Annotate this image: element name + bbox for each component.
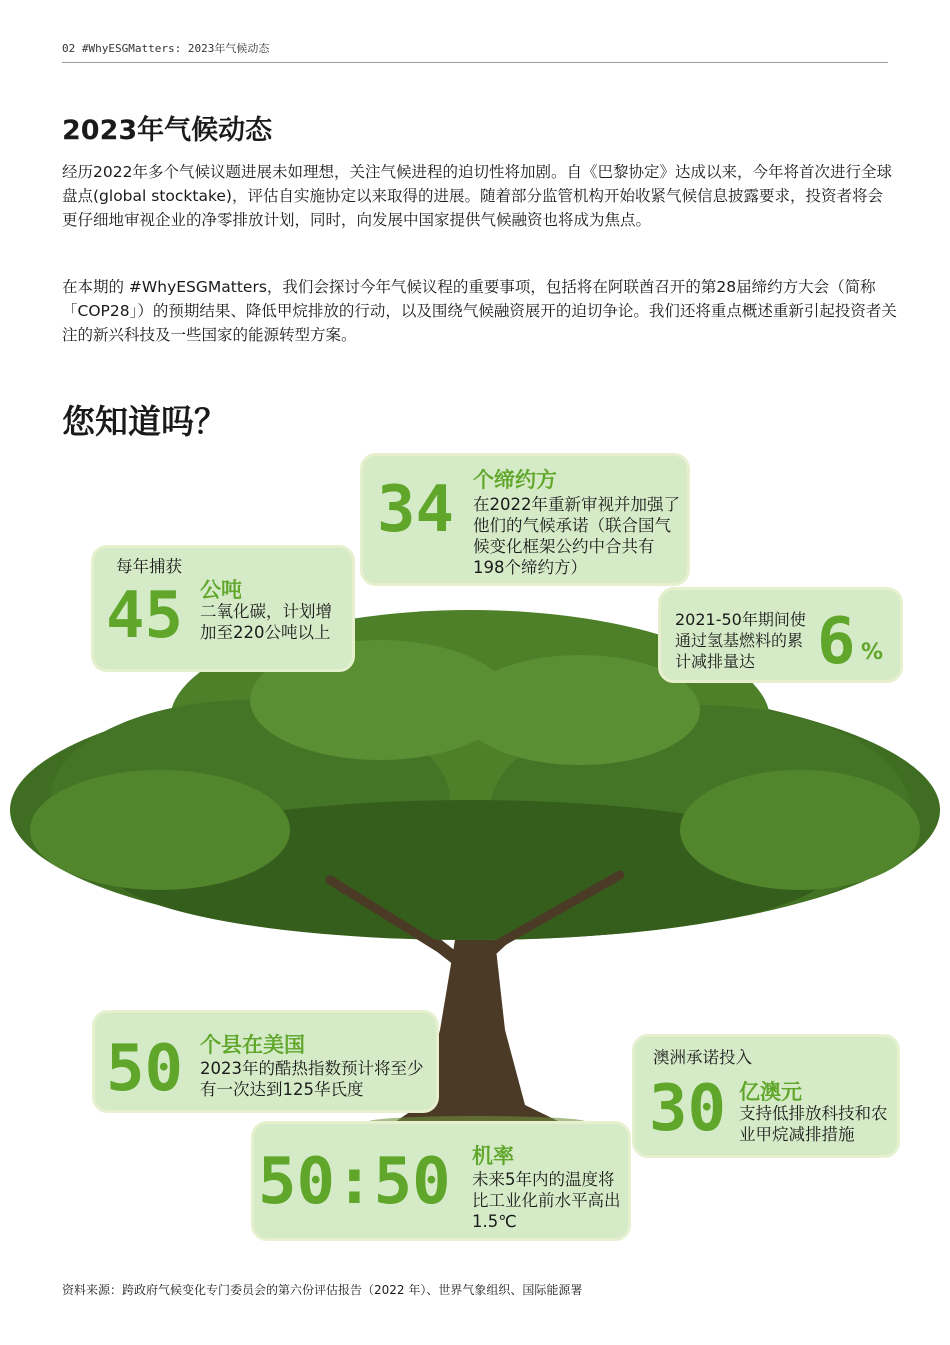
hydrogen-number: 6 (817, 605, 856, 679)
agenda-paragraph: 在本期的 #WhyESGMatters，我们会探讨今年气候议程的重要事项，包括将在阿联酋召开的第28届缔约方大会（简称「COP28」）的预期结果、降低甲烷排放的行动，以及围绕气候融资展开的迫切争论。我们还将重点概述重新引起投资者关注的新兴科技及一些国家的能源转型方案。 (62, 278, 897, 344)
parties-text: 在2022年重新审视并加强了他们的气候承诺（联合国气候变化框架公约中合共有198个缔约方） (473, 495, 680, 577)
fact-card-australia (632, 1034, 900, 1158)
source-note: 资料来源：跨政府气候变化专门委员会的第六份评估报告（2022 年）、世界气象组织、国际能源署 (62, 1283, 583, 1297)
capture-unit: 公吨 (200, 578, 242, 602)
capture-text: 二氧化碳，计划增加至220公吨以上 (200, 602, 332, 642)
fact-card-hydrogen (658, 587, 903, 683)
hydrogen-text: 2021-50年期间使通过氢基燃料的累计减排量达 (675, 610, 806, 671)
probability-number: 50:50 (258, 1145, 451, 1219)
counties-text: 2023年的酷热指数预计将至少有一次达到125华氏度 (200, 1059, 424, 1099)
hydrogen-unit: % (861, 640, 884, 665)
parties-number: 34 (377, 473, 455, 547)
australia-unit: 亿澳元 (739, 1080, 802, 1104)
page-title: 2023年气候动态 (62, 115, 273, 146)
fact-card-probability (251, 1121, 631, 1241)
did-you-know-heading: 您知道吗？ (62, 402, 227, 441)
fact-card-capture (91, 545, 355, 672)
page-header: 02 #WhyESGMatters: 2023年气候动态 (62, 42, 270, 55)
parties-unit: 个缔约方 (473, 468, 557, 492)
australia-number: 30 (649, 1072, 727, 1146)
fact-card-parties (360, 453, 690, 586)
australia-label: 澳洲承诺投入 (653, 1048, 752, 1067)
australia-text: 支持低排放科技和农业甲烷减排措施 (739, 1104, 888, 1144)
counties-number: 50 (106, 1032, 184, 1106)
counties-unit: 个县在美国 (200, 1033, 305, 1057)
probability-unit: 机率 (472, 1144, 514, 1168)
fact-card-counties (92, 1010, 439, 1113)
capture-number: 45 (106, 579, 184, 653)
probability-text: 未来5年内的温度将比工业化前水平高出1.5℃ (472, 1170, 621, 1231)
intro-paragraph: 经历2022年多个气候议题进展未如理想，关注气候进程的迫切性将加剧。自《巴黎协定》达成以来，今年将首次进行全球盘点(global stocktake)，评估自实施协定以来取得的进展。随着部分监管机构开始收紧气候信息披露要求，投资者将会更仔细地审视企业的净零排放计划，同时，向发展中国家提供气候融资也将成为焦点。 (62, 163, 892, 229)
capture-label: 每年捕获 (116, 557, 182, 576)
header-divider (62, 62, 888, 63)
